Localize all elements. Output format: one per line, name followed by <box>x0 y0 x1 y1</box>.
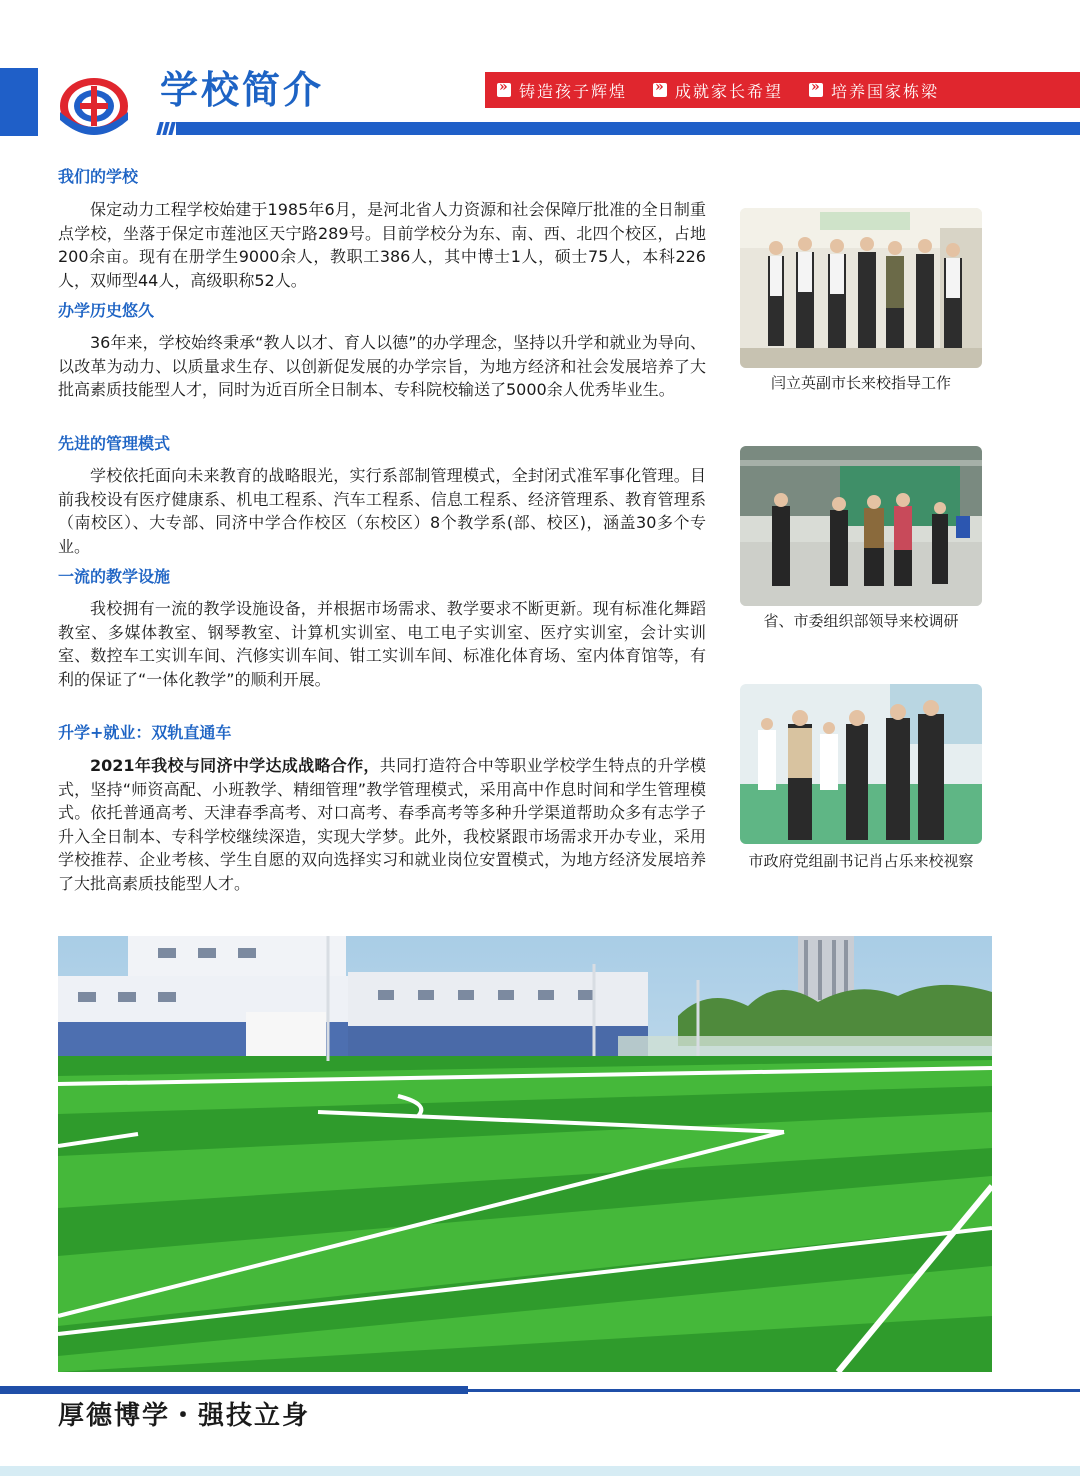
photo-officials-tour <box>740 446 982 606</box>
section-heading: 办学历史悠久 <box>58 301 155 320</box>
photo-visit-group <box>740 208 982 368</box>
header-rule <box>176 122 1080 135</box>
school-logo-icon <box>54 72 134 136</box>
photo-government-inspection <box>740 684 982 844</box>
section-heading: 一流的教学设施 <box>58 567 171 586</box>
photo-football-field <box>58 936 992 1372</box>
section-paragraph: 36年来，学校始终秉承“教人以才、育人以德”的办学理念，坚持以升学和就业为导向、以改革为动力、以质量求生存、以创新促发展的办学宗旨，为地方经济和社会发展培养了大批高素质技能型人才，同时为近百所全日制本、专科院校输送了5000余人优秀毕业生。 <box>58 333 706 399</box>
header-stripes <box>158 122 176 135</box>
photo-caption: 闫立英副市长来校指导工作 <box>770 374 951 392</box>
slogan-item <box>653 79 783 102</box>
footer-rule-thick <box>0 1386 468 1394</box>
section-heading: 我们的学校 <box>58 167 139 186</box>
section-paragraph: 我校拥有一流的教学设施设备，并根据市场需求、教学要求不断更新。现有标准化舞蹈教室、多媒体教室、钢琴教室、计算机实训室、电工电子实训室、医疗实训室，会计实训室、数控车工实训车间、汽修实训车间、钳工实训车间、标准化体育场、室内体育馆等，有利的保证了“一体化教学”的顺利开展。 <box>58 599 706 689</box>
slogan-text: 成就家长希望 <box>675 81 784 101</box>
paragraph-bold-lead: 2021年我校与同济中学达成战略合作， <box>90 756 380 775</box>
section-paragraph: 保定动力工程学校始建于1985年6月，是河北省人力资源和社会保障厅批准的全日制重点学校，坐落于保定市莲池区天宁路289号。目前学校分为东、南、西、北四个校区，占地200余亩。现有在册学生9000余人，教职工386人，其中博士1人，硕士75人，本科226人，双师型44人，高级职称52人。 <box>58 200 706 290</box>
double-chevron-icon <box>653 83 667 97</box>
page-title: 学校简介 <box>160 68 325 112</box>
header-accent-bar <box>0 68 38 136</box>
section-paragraph: 学校依托面向未来教育的战略眼光，实行系部制管理模式，全封闭式准军事化管理。目前我校设有医疗健康系、机电工程系、汽车工程系、信息工程系、经济管理系、教育管理系（南校区）、大专部、同济中学合作校区（东校区）8个教学系(部、校区)，涵盖30多个专业。 <box>58 466 706 556</box>
slogan-text: 培养国家栋梁 <box>831 81 940 101</box>
slogan-item <box>809 79 939 102</box>
double-chevron-icon <box>809 83 823 97</box>
section-paragraph <box>58 754 706 895</box>
slogan-band <box>485 72 1080 108</box>
footer-rule-thin <box>468 1389 1080 1392</box>
photo-caption: 省、市委组织部领导来校调研 <box>763 612 959 630</box>
footer-motto: 厚德博学・强技立身 <box>58 1401 311 1431</box>
photo-caption: 市政府党组副书记肖占乐来校视察 <box>748 852 974 870</box>
double-chevron-icon <box>497 83 511 97</box>
section-heading: 升学+就业：双轨直通车 <box>58 723 232 742</box>
slogan-text: 铸造孩子辉煌 <box>519 81 628 101</box>
slogan-item <box>497 79 627 102</box>
footer-band <box>0 1466 1080 1476</box>
section-heading: 先进的管理模式 <box>58 434 171 453</box>
paragraph-body: 共同打造符合中等职业学校学生特点的升学模式，坚持“师资高配、小班教学、精细管理”教学管理模式，采用高中作息时间和学生管理模式。依托普通高考、天津春季高考、对口高考、春季高考等多种升学渠道帮助众多有志学子升入全日制本、专科学校继续深造，实现大学梦。此外，我校紧跟市场需求开办专业，采用学校推荐、企业考核、学生自愿的双向选择实习和就业岗位安置模式，为地方经济发展培养了大批高素质技能型人才。 <box>58 756 706 893</box>
